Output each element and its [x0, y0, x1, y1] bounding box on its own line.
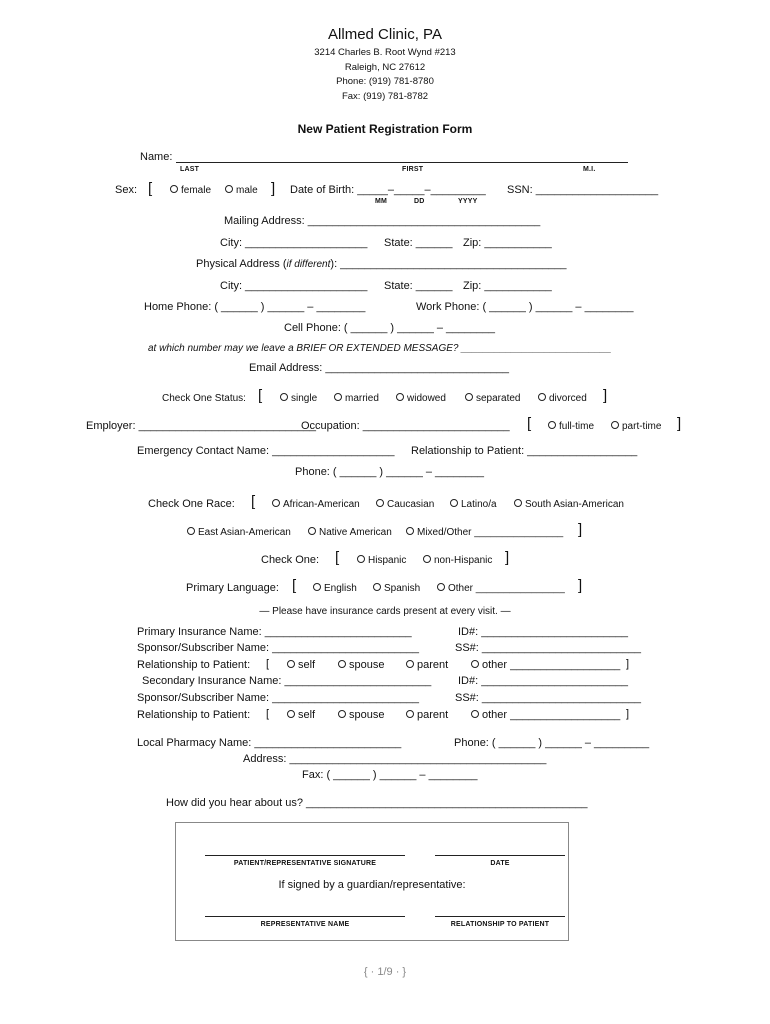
secondary-rel-parent-option[interactable] — [406, 709, 448, 721]
language-spanish-label: Spanish — [384, 583, 421, 594]
radio-icon — [471, 660, 479, 668]
race-latino-label: Latino/a — [461, 499, 497, 510]
radio-icon — [396, 393, 404, 401]
pharmacy-address-field[interactable]: Address: __________________________________________ — [243, 753, 547, 765]
referral-field[interactable]: How did you hear about us? ______________________________________________ — [166, 797, 588, 809]
city-field-2[interactable]: City: ____________________ — [220, 280, 368, 292]
radio-icon — [406, 660, 414, 668]
secondary-rel-other-label: other __________________ — [482, 709, 621, 721]
language-other-label: Other ________________ — [448, 583, 565, 594]
clinic-address-line2: Raleigh, NC 27612 — [344, 62, 426, 73]
radio-icon — [423, 555, 431, 563]
employer-field[interactable]: Employer: _____________________________ — [86, 420, 316, 432]
full-time-label: full-time — [559, 421, 595, 432]
sex-female-label: female — [181, 185, 212, 196]
secondary-rel-other-option[interactable] — [471, 709, 620, 721]
dob-dd-caption: DD — [414, 198, 425, 205]
status-married-label: married — [345, 393, 379, 404]
bracket-close: ] — [271, 180, 276, 197]
language-english-option[interactable] — [313, 583, 357, 594]
secondary-relationship-label: Relationship to Patient: — [137, 709, 251, 721]
mailing-address-field[interactable]: Mailing Address: ______________________________________ — [224, 215, 541, 227]
radio-icon — [338, 710, 346, 718]
race-east-asian-option[interactable] — [187, 527, 291, 538]
state-field-2[interactable]: State: ______ — [384, 280, 453, 292]
guardian-note: If signed by a guardian/representative: — [278, 879, 466, 891]
sex-female-option[interactable] — [170, 185, 211, 196]
radio-icon — [406, 710, 414, 718]
bracket-open: [ — [266, 708, 270, 720]
representative-relationship-line[interactable] — [435, 916, 565, 917]
race-african-american-option[interactable] — [272, 499, 360, 510]
bracket-close: ] — [578, 577, 583, 594]
radio-icon — [187, 527, 195, 535]
home-phone-field[interactable]: Home Phone: ( ______ ) ______ – ________ — [144, 301, 366, 313]
status-widowed-label: widowed — [407, 393, 446, 404]
radio-icon — [611, 421, 619, 429]
sex-male-label: male — [236, 185, 258, 196]
date-line[interactable] — [435, 855, 565, 856]
clinic-name: Allmed Clinic, PA — [328, 26, 442, 43]
cell-phone-field[interactable]: Cell Phone: ( ______ ) ______ – ________ — [284, 322, 496, 334]
race-latino-option[interactable] — [450, 499, 497, 510]
clinic-phone: Phone: (919) 781-8780 — [336, 76, 434, 87]
name-label: Name: — [140, 151, 173, 163]
race-native-american-option[interactable] — [308, 527, 392, 538]
bracket-open: [ — [527, 415, 532, 432]
radio-icon — [437, 583, 445, 591]
race-south-asian-label: South Asian-American — [525, 499, 624, 510]
state-field-1[interactable]: State: ______ — [384, 237, 453, 249]
bracket-close: ] — [578, 521, 583, 538]
language-other-option[interactable] — [437, 583, 565, 594]
status-married-option[interactable] — [334, 393, 379, 404]
ethnicity-label: Check One: — [261, 554, 320, 566]
status-divorced-label: divorced — [549, 393, 587, 404]
message-preference-field[interactable]: at which number may we leave a BRIEF OR EXTENDED MESSAGE? ___________________________ — [148, 343, 612, 354]
primary-ss-field[interactable]: SS#: __________________________ — [455, 642, 641, 654]
primary-relationship-label: Relationship to Patient: — [137, 659, 251, 671]
secondary-ss-field[interactable]: SS#: __________________________ — [455, 692, 641, 704]
emergency-relationship-field[interactable]: Relationship to Patient: __________________ — [411, 445, 638, 457]
primary-rel-spouse-label: spouse — [349, 659, 385, 671]
work-phone-field[interactable]: Work Phone: ( ______ ) ______ – ________ — [416, 301, 634, 313]
bracket-close: ] — [626, 708, 630, 720]
secondary-rel-spouse-label: spouse — [349, 709, 385, 721]
dob-mm-caption: MM — [375, 198, 388, 205]
secondary-insurance-id-field[interactable]: ID#: ________________________ — [458, 675, 629, 687]
race-mixed-other-option[interactable] — [406, 527, 563, 538]
radio-icon — [471, 710, 479, 718]
name-mi-caption: M.I. — [583, 166, 596, 173]
primary-insurance-field[interactable]: Primary Insurance Name: ________________________ — [137, 626, 412, 638]
emergency-phone-field[interactable]: Phone: ( ______ ) ______ – ________ — [295, 466, 484, 478]
secondary-rel-spouse-option[interactable] — [338, 709, 384, 721]
part-time-option[interactable] — [611, 421, 661, 432]
signature-caption: PATIENT/REPRESENTATIVE SIGNATURE — [233, 860, 377, 867]
full-time-option[interactable] — [548, 421, 594, 432]
radio-icon — [287, 660, 295, 668]
radio-icon — [272, 499, 280, 507]
sex-label: Sex: — [115, 184, 138, 196]
name-field[interactable] — [176, 162, 628, 163]
radio-icon — [548, 421, 556, 429]
zip-field-1[interactable]: Zip: ___________ — [463, 237, 552, 249]
dob-yyyy-caption: YYYY — [458, 198, 478, 205]
radio-icon — [280, 393, 288, 401]
representative-name-line[interactable] — [205, 916, 405, 917]
bracket-open: [ — [148, 180, 153, 197]
primary-subscriber-field[interactable]: Sponsor/Subscriber Name: ________________________ — [137, 642, 419, 654]
ssn-field[interactable]: SSN: ____________________ — [507, 184, 659, 196]
primary-insurance-id-field[interactable]: ID#: ________________________ — [458, 626, 629, 638]
physical-address-label: Physical Address ( — [196, 258, 287, 270]
race-caucasian-option[interactable] — [376, 499, 434, 510]
bracket-open: [ — [258, 387, 263, 404]
hispanic-option[interactable] — [357, 555, 406, 566]
bracket-close: ] — [626, 658, 630, 670]
hispanic-label: Hispanic — [368, 555, 407, 566]
dob-field[interactable]: Date of Birth: _____–_____–_________ — [290, 184, 486, 196]
signature-line[interactable] — [205, 855, 405, 856]
physical-address-field[interactable] — [196, 258, 567, 270]
pharmacy-phone-field[interactable]: Phone: ( ______ ) ______ – _________ — [454, 737, 650, 749]
race-native-american-label: Native American — [319, 527, 392, 538]
radio-icon — [357, 555, 365, 563]
radio-icon — [514, 499, 522, 507]
form-title: New Patient Registration Form — [297, 122, 473, 136]
radio-icon — [170, 185, 178, 193]
radio-icon — [308, 527, 316, 535]
race-mixed-other-label: Mixed/Other ________________ — [417, 527, 564, 538]
status-single-option[interactable] — [280, 393, 317, 404]
radio-icon — [225, 185, 233, 193]
name-first-caption: FIRST — [402, 166, 424, 173]
primary-rel-parent-label: parent — [417, 659, 449, 671]
status-separated-option[interactable] — [465, 393, 520, 404]
race-south-asian-option[interactable] — [514, 499, 624, 510]
insurance-note: — Please have insurance cards present at every visit. — — [259, 606, 511, 617]
race-african-american-label: African-American — [283, 499, 360, 510]
date-caption: DATE — [490, 860, 510, 867]
bracket-close: ] — [603, 387, 608, 404]
page-number: { · 1/9 · } — [363, 966, 407, 978]
bracket-close: ] — [505, 549, 510, 566]
primary-rel-self-option[interactable] — [287, 659, 315, 671]
emergency-contact-field[interactable]: Emergency Contact Name: ____________________ — [137, 445, 395, 457]
bracket-open: [ — [292, 577, 297, 594]
radio-icon — [338, 660, 346, 668]
non-hispanic-label: non-Hispanic — [434, 555, 493, 566]
primary-rel-spouse-option[interactable] — [338, 659, 384, 671]
clinic-fax: Fax: (919) 781-8782 — [341, 91, 429, 102]
bracket-open: [ — [335, 549, 340, 566]
part-time-label: part-time — [622, 421, 662, 432]
secondary-rel-self-label: self — [298, 709, 316, 721]
occupation-field[interactable]: Occupation: ________________________ — [301, 420, 510, 432]
radio-icon — [406, 527, 414, 535]
radio-icon — [450, 499, 458, 507]
radio-icon — [373, 583, 381, 591]
language-spanish-option[interactable] — [373, 583, 420, 594]
pharmacy-fax-field[interactable]: Fax: ( ______ ) ______ – ________ — [302, 769, 478, 781]
secondary-subscriber-field[interactable]: Sponsor/Subscriber Name: ________________________ — [137, 692, 419, 704]
name-last-caption: LAST — [180, 166, 200, 173]
primary-rel-parent-option[interactable] — [406, 659, 448, 671]
radio-icon — [287, 710, 295, 718]
physical-address-line: ): _____________________________________ — [330, 258, 567, 270]
radio-icon — [334, 393, 342, 401]
bracket-open: [ — [251, 493, 256, 510]
status-widowed-option[interactable] — [396, 393, 446, 404]
representative-name-caption: REPRESENTATIVE NAME — [260, 921, 350, 928]
status-label: Check One Status: — [162, 393, 246, 404]
status-separated-label: separated — [476, 393, 521, 404]
secondary-insurance-field[interactable]: Secondary Insurance Name: ________________________ — [142, 675, 432, 687]
radio-icon — [538, 393, 546, 401]
email-field[interactable]: Email Address: ______________________________ — [249, 362, 509, 374]
zip-field-2[interactable]: Zip: ___________ — [463, 280, 552, 292]
bracket-close: ] — [677, 415, 682, 432]
clinic-address-line1: 3214 Charles B. Root Wynd #213 — [314, 47, 456, 58]
secondary-rel-parent-label: parent — [417, 709, 449, 721]
bracket-open: [ — [266, 658, 270, 670]
status-single-label: single — [291, 393, 318, 404]
race-label: Check One Race: — [148, 498, 235, 510]
radio-icon — [465, 393, 473, 401]
representative-relationship-caption: RELATIONSHIP TO PATIENT — [450, 921, 550, 928]
race-caucasian-label: Caucasian — [387, 499, 435, 510]
radio-icon — [376, 499, 384, 507]
primary-rel-other-label: other __________________ — [482, 659, 621, 671]
status-divorced-option[interactable] — [538, 393, 587, 404]
sex-male-option[interactable] — [225, 185, 258, 196]
pharmacy-name-field[interactable]: Local Pharmacy Name: ________________________ — [137, 737, 402, 749]
city-field-1[interactable]: City: ____________________ — [220, 237, 368, 249]
radio-icon — [313, 583, 321, 591]
race-east-asian-label: East Asian-American — [198, 527, 291, 538]
physical-address-note: if different — [286, 259, 331, 270]
primary-rel-self-label: self — [298, 659, 316, 671]
language-english-label: English — [324, 583, 357, 594]
secondary-rel-self-option[interactable] — [287, 709, 315, 721]
non-hispanic-option[interactable] — [423, 555, 492, 566]
primary-rel-other-option[interactable] — [471, 659, 620, 671]
language-label: Primary Language: — [186, 582, 279, 594]
